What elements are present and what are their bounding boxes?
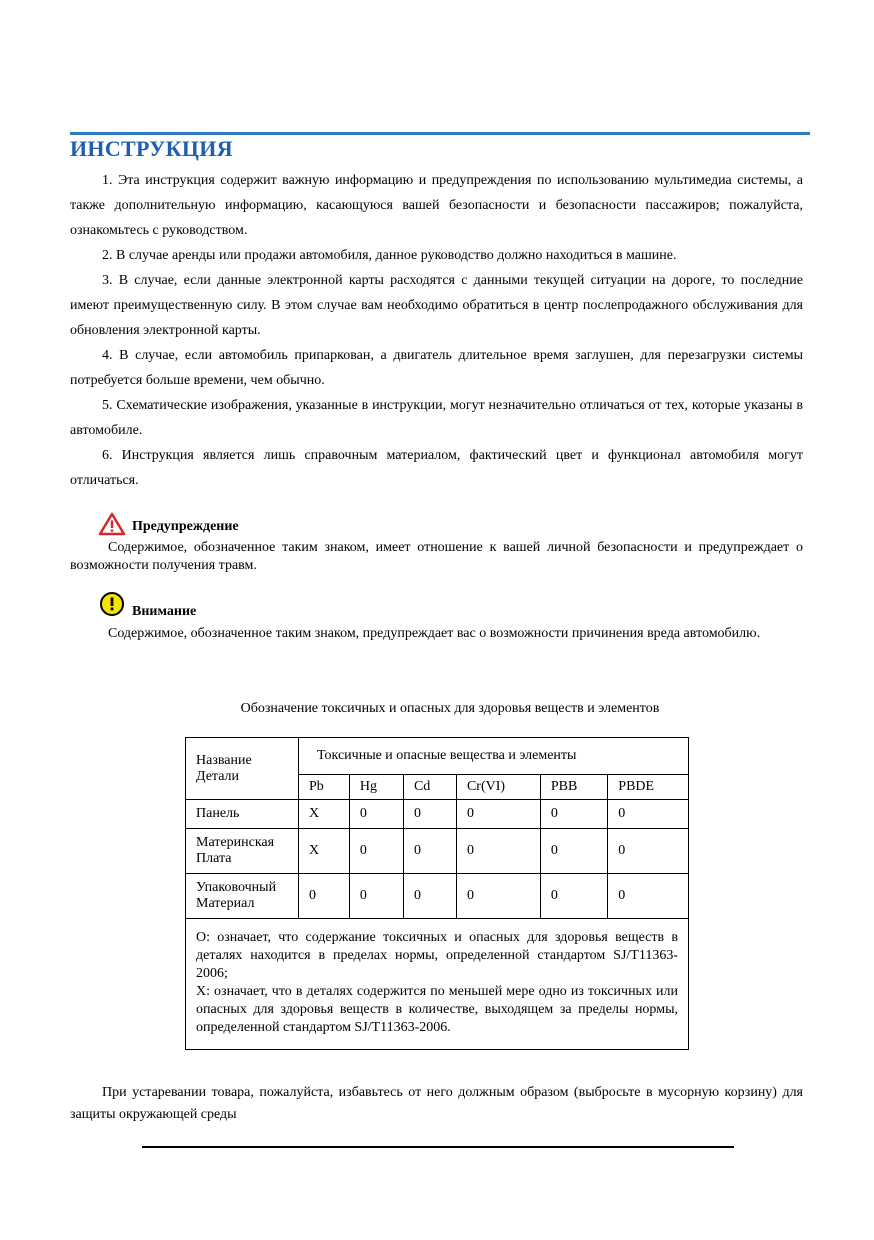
table-legend <box>186 919 689 1050</box>
table-cell: 0 <box>403 829 456 874</box>
column-header: Cd <box>403 775 456 800</box>
instruction-paragraph-1: 1. Эта инструкция содержит важную информацию и предупреждения по использованию мультимедиа системы, а также дополнительную информацию, касающуюся вашей безопасности и безопасности пассажиров; пожалуйста, ознакомьтесь с руководством. <box>70 173 803 238</box>
column-header: PBB <box>540 775 607 800</box>
row-label: Материнская Плата <box>186 829 299 874</box>
instruction-paragraph-5: 5. Схематические изображения, указанные в инструкции, могут незначительно отличаться от тех, которые указаны в автомобиле. <box>70 398 803 438</box>
title-rule <box>70 132 810 135</box>
row-label: Панель <box>186 800 299 829</box>
page-title: ИНСТРУКЦИЯ <box>70 136 233 161</box>
table-cell: 0 <box>456 829 540 874</box>
table-cell: 0 <box>608 800 689 829</box>
table-cell: 0 <box>540 829 607 874</box>
table-cell: 0 <box>403 800 456 829</box>
caution-text: Содержимое, обозначенное таким знаком, предупреждает вас о возможности причинения вреда автомобилю. <box>108 626 761 641</box>
table-cell: 0 <box>608 829 689 874</box>
column-header: Hg <box>349 775 403 800</box>
caution-title: Внимание <box>132 603 197 619</box>
exclamation-circle-icon <box>98 591 126 622</box>
column-header: Cr(VI) <box>456 775 540 800</box>
column-header: Pb <box>299 775 350 800</box>
table-row <box>186 800 689 829</box>
instruction-paragraph-2: 2. В случае аренды или продажи автомобиля, данное руководство должно находиться в машине. <box>102 248 677 263</box>
table-cell: 0 <box>456 874 540 919</box>
instruction-paragraph-3: 3. В случае, если данные электронной карты расходятся с данными текущей ситуации на дороге, то последние имеют преимущественную силу. В этом случае вам необходимо обратиться в центр послепродажного обслуживания для обновления электронной карты. <box>70 273 803 338</box>
table-cell: 0 <box>349 829 403 874</box>
legend-x-note: X: означает, что в деталях содержится по меньшей мере одно из токсичных или опасных для здоровья веществ в количестве, выходящем за пределы нормы, определенной стандартом SJ/T11363-2006. <box>196 984 678 1035</box>
table-cell: 0 <box>608 874 689 919</box>
table-cell: 0 <box>299 874 350 919</box>
warning-text: Содержимое, обозначенное таким знаком, имеет отношение к вашей личной безопасности и предупреждает о возможности получения травм. <box>70 540 803 573</box>
table-row <box>186 829 689 874</box>
caution-header <box>98 591 196 622</box>
table-cell: 0 <box>540 800 607 829</box>
table-cell: 0 <box>540 874 607 919</box>
table-cell: 0 <box>456 800 540 829</box>
disposal-note: При устаревании товара, пожалуйста, избавьтесь от него должным образом (выбросьте в мусорную корзину) для защиты окружающей среды <box>70 1085 803 1122</box>
footer-rule <box>142 1146 734 1148</box>
warning-triangle-icon <box>98 512 126 541</box>
table-cell: 0 <box>349 800 403 829</box>
table-cell: 0 <box>349 874 403 919</box>
toxic-substances-table <box>185 737 689 1050</box>
table-caption: Обозначение токсичных и опасных для здоровья веществ и элементов <box>240 701 660 716</box>
part-name-header: Название Детали <box>186 738 299 800</box>
row-label: Упаковочный Материал <box>186 874 299 919</box>
instruction-paragraph-4: 4. В случае, если автомобиль припаркован, а двигатель длительное время заглушен, для перезагрузки системы потребуется больше времени, чем обычно. <box>70 348 803 388</box>
warning-title: Предупреждение <box>132 518 239 534</box>
table-cell: X <box>299 829 350 874</box>
table-cell: 0 <box>403 874 456 919</box>
table-cell: X <box>299 800 350 829</box>
table-row <box>186 874 689 919</box>
substances-group-header: Токсичные и опасные вещества и элементы <box>299 738 689 775</box>
instruction-paragraph-6: 6. Инструкция является лишь справочным материалом, фактический цвет и функционал автомобиля могут отличаться. <box>70 448 803 488</box>
warning-header <box>98 512 239 541</box>
legend-o-note: O: означает, что содержание токсичных и опасных для здоровья веществ в деталях находится в пределах нормы, определенной стандартом SJ/T11363-2006; <box>196 930 678 981</box>
column-header: PBDE <box>608 775 689 800</box>
